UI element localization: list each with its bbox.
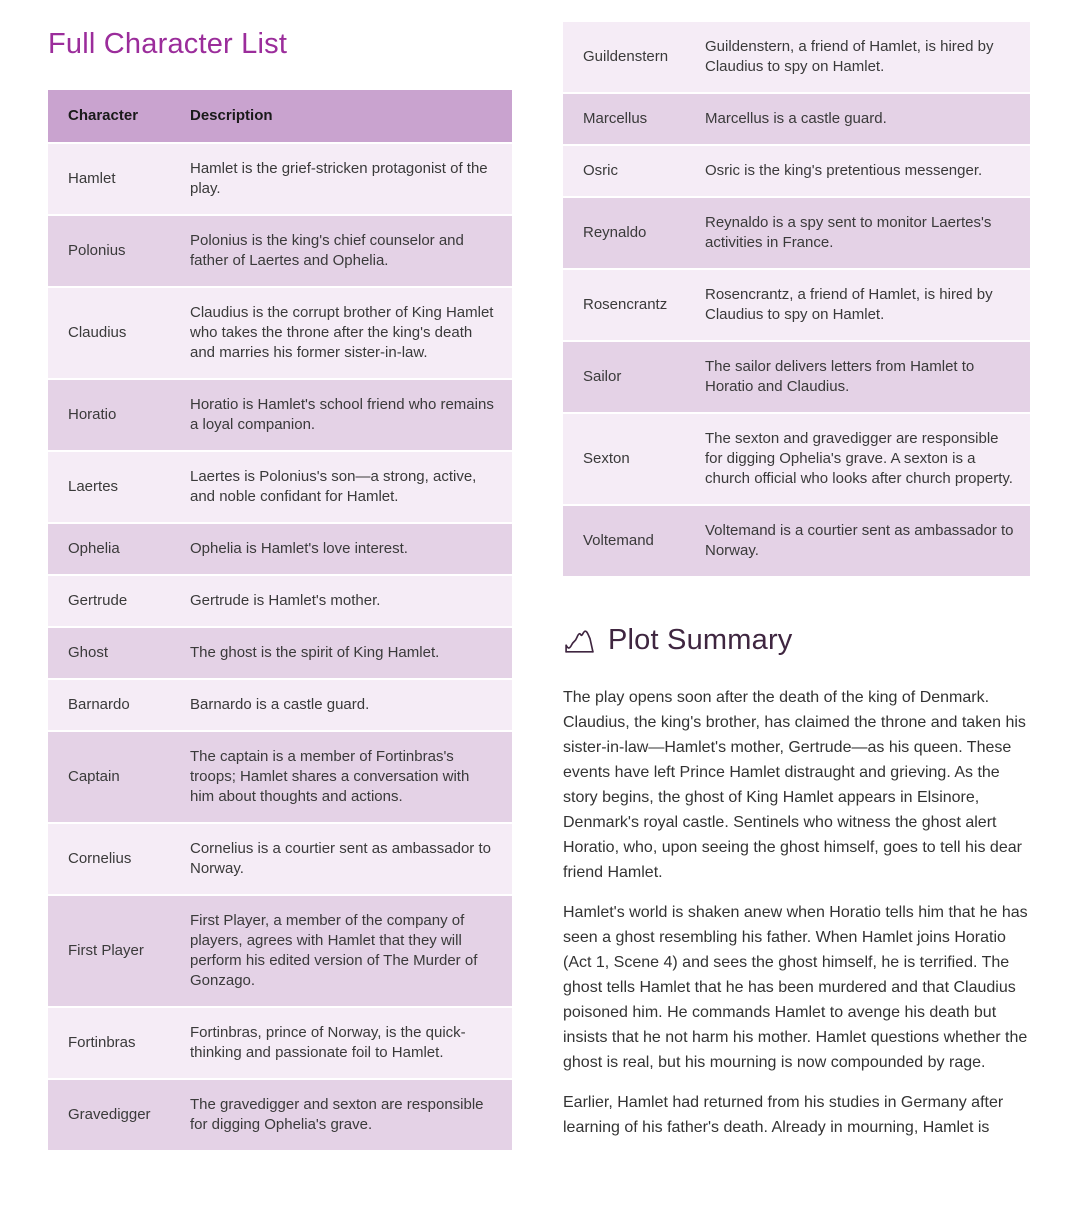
table-row: [48, 824, 512, 894]
table-row: [563, 270, 1030, 340]
character-name: Hamlet: [48, 144, 190, 214]
table-row: [48, 288, 512, 378]
character-name: Polonius: [48, 216, 190, 286]
character-description: Gertrude is Hamlet's mother.: [190, 576, 512, 626]
character-name: Osric: [563, 146, 705, 196]
character-name: Voltemand: [563, 506, 705, 576]
character-name: Cornelius: [48, 824, 190, 894]
character-name: First Player: [48, 896, 190, 1006]
table-row: [48, 216, 512, 286]
plot-summary-heading: [563, 624, 1030, 657]
table-row: [48, 1008, 512, 1078]
character-table-header: [48, 90, 512, 142]
header-row: [48, 90, 512, 142]
table-row: [48, 380, 512, 450]
character-name: Laertes: [48, 452, 190, 522]
character-description: Cornelius is a courtier sent as ambassador to Norway.: [190, 824, 512, 894]
character-description: The gravedigger and sexton are responsible for digging Ophelia's grave.: [190, 1080, 512, 1150]
character-description: Guildenstern, a friend of Hamlet, is hired by Claudius to spy on Hamlet.: [705, 22, 1030, 92]
plot-summary-paragraph: Hamlet's world is shaken anew when Horatio tells him that he has seen a ghost resembling his father. When Hamlet joins Horatio (Act 1, Scene 4) and sees the ghost himself, he is terrified. The ghost tells Hamlet that he has been murdered and that Claudius poisoned him. He commands Hamlet to avenge his death but insists that he not harm his mother. Hamlet questions whether the ghost is real, but his mourning is now compounded by rage.: [563, 904, 1028, 1071]
table-row: [48, 628, 512, 678]
character-description: The ghost is the spirit of King Hamlet.: [190, 628, 512, 678]
character-description: Polonius is the king's chief counselor and father of Laertes and Ophelia.: [190, 216, 512, 286]
character-name: Ophelia: [48, 524, 190, 574]
table-row: [563, 506, 1030, 576]
character-description: Rosencrantz, a friend of Hamlet, is hired by Claudius to spy on Hamlet.: [705, 270, 1030, 340]
table-row: [48, 680, 512, 730]
character-description: First Player, a member of the company of players, agrees with Hamlet that they will perform his edited version of The Murder of Gonzago.: [190, 896, 512, 1006]
character-description: Osric is the king's pretentious messenger.: [705, 146, 1030, 196]
table-row: [563, 198, 1030, 268]
character-description: The sailor delivers letters from Hamlet to Horatio and Claudius.: [705, 342, 1030, 412]
character-description: Horatio is Hamlet's school friend who remains a loyal companion.: [190, 380, 512, 450]
left-column: [48, 20, 512, 1227]
table-row: [563, 414, 1030, 504]
table-row: [563, 22, 1030, 92]
character-name: Marcellus: [563, 94, 705, 144]
plot-summary-paragraph: The play opens soon after the death of the king of Denmark. Claudius, the king's brother, has claimed the throne and taken his sister-in-law—Hamlet's mother, Gertrude—as his queen. These events have left Prince Hamlet distraught and grieving. As the story begins, the ghost of King Hamlet appears in Elsinore, Denmark's royal castle. Sentinels who witness the ghost alert Horatio, who, upon seeing the ghost himself, goes to tell his dear friend Hamlet.: [563, 689, 1026, 881]
character-description: Laertes is Polonius's son—a strong, active, and noble confidant for Hamlet.: [190, 452, 512, 522]
table-row: [563, 146, 1030, 196]
character-name: Reynaldo: [563, 198, 705, 268]
right-column: [563, 20, 1030, 1227]
table-row: [48, 144, 512, 214]
character-column-header: Character: [48, 90, 190, 142]
line-chart-icon: [563, 624, 596, 657]
character-name: Barnardo: [48, 680, 190, 730]
table-row: [48, 1080, 512, 1150]
character-name: Rosencrantz: [563, 270, 705, 340]
plot-summary-text: [563, 685, 1030, 1140]
character-table-left-body: [48, 144, 512, 1150]
character-description: Ophelia is Hamlet's love interest.: [190, 524, 512, 574]
character-description: The sexton and gravedigger are responsible for digging Ophelia's grave. A sexton is a church official who looks after church property.: [705, 414, 1030, 504]
description-column-header: Description: [190, 90, 512, 142]
plot-summary-paragraph: Earlier, Hamlet had returned from his studies in Germany after learning of his father's death. Already in mourning, Hamlet is: [563, 1094, 1004, 1136]
character-table-left: [48, 88, 512, 1152]
character-description: The captain is a member of Fortinbras's troops; Hamlet shares a conversation with him about thoughts and actions.: [190, 732, 512, 822]
character-table-right: [563, 20, 1030, 578]
character-name: Fortinbras: [48, 1008, 190, 1078]
character-description: Hamlet is the grief-stricken protagonist of the play.: [190, 144, 512, 214]
character-name: Claudius: [48, 288, 190, 378]
character-name: Guildenstern: [563, 22, 705, 92]
character-description: Reynaldo is a spy sent to monitor Laertes's activities in France.: [705, 198, 1030, 268]
character-name: Horatio: [48, 380, 190, 450]
table-row: [563, 94, 1030, 144]
character-description: Marcellus is a castle guard.: [705, 94, 1030, 144]
table-row: [48, 896, 512, 1006]
character-name: Sexton: [563, 414, 705, 504]
character-name: Ghost: [48, 628, 190, 678]
table-row: [48, 452, 512, 522]
character-name: Gravedigger: [48, 1080, 190, 1150]
character-description: Claudius is the corrupt brother of King Hamlet who takes the throne after the king's death and marries his former sister-in-law.: [190, 288, 512, 378]
character-name: Sailor: [563, 342, 705, 412]
character-table-right-body: [563, 22, 1030, 576]
page-title: Full Character List: [48, 28, 288, 60]
character-name: Gertrude: [48, 576, 190, 626]
table-row: [48, 732, 512, 822]
character-description: Voltemand is a courtier sent as ambassador to Norway.: [705, 506, 1030, 576]
table-row: [563, 342, 1030, 412]
table-row: [48, 524, 512, 574]
character-description: Fortinbras, prince of Norway, is the quick-thinking and passionate foil to Hamlet.: [190, 1008, 512, 1078]
plot-summary-title: Plot Summary: [608, 624, 793, 656]
table-row: [48, 576, 512, 626]
character-name: Captain: [48, 732, 190, 822]
character-description: Barnardo is a castle guard.: [190, 680, 512, 730]
